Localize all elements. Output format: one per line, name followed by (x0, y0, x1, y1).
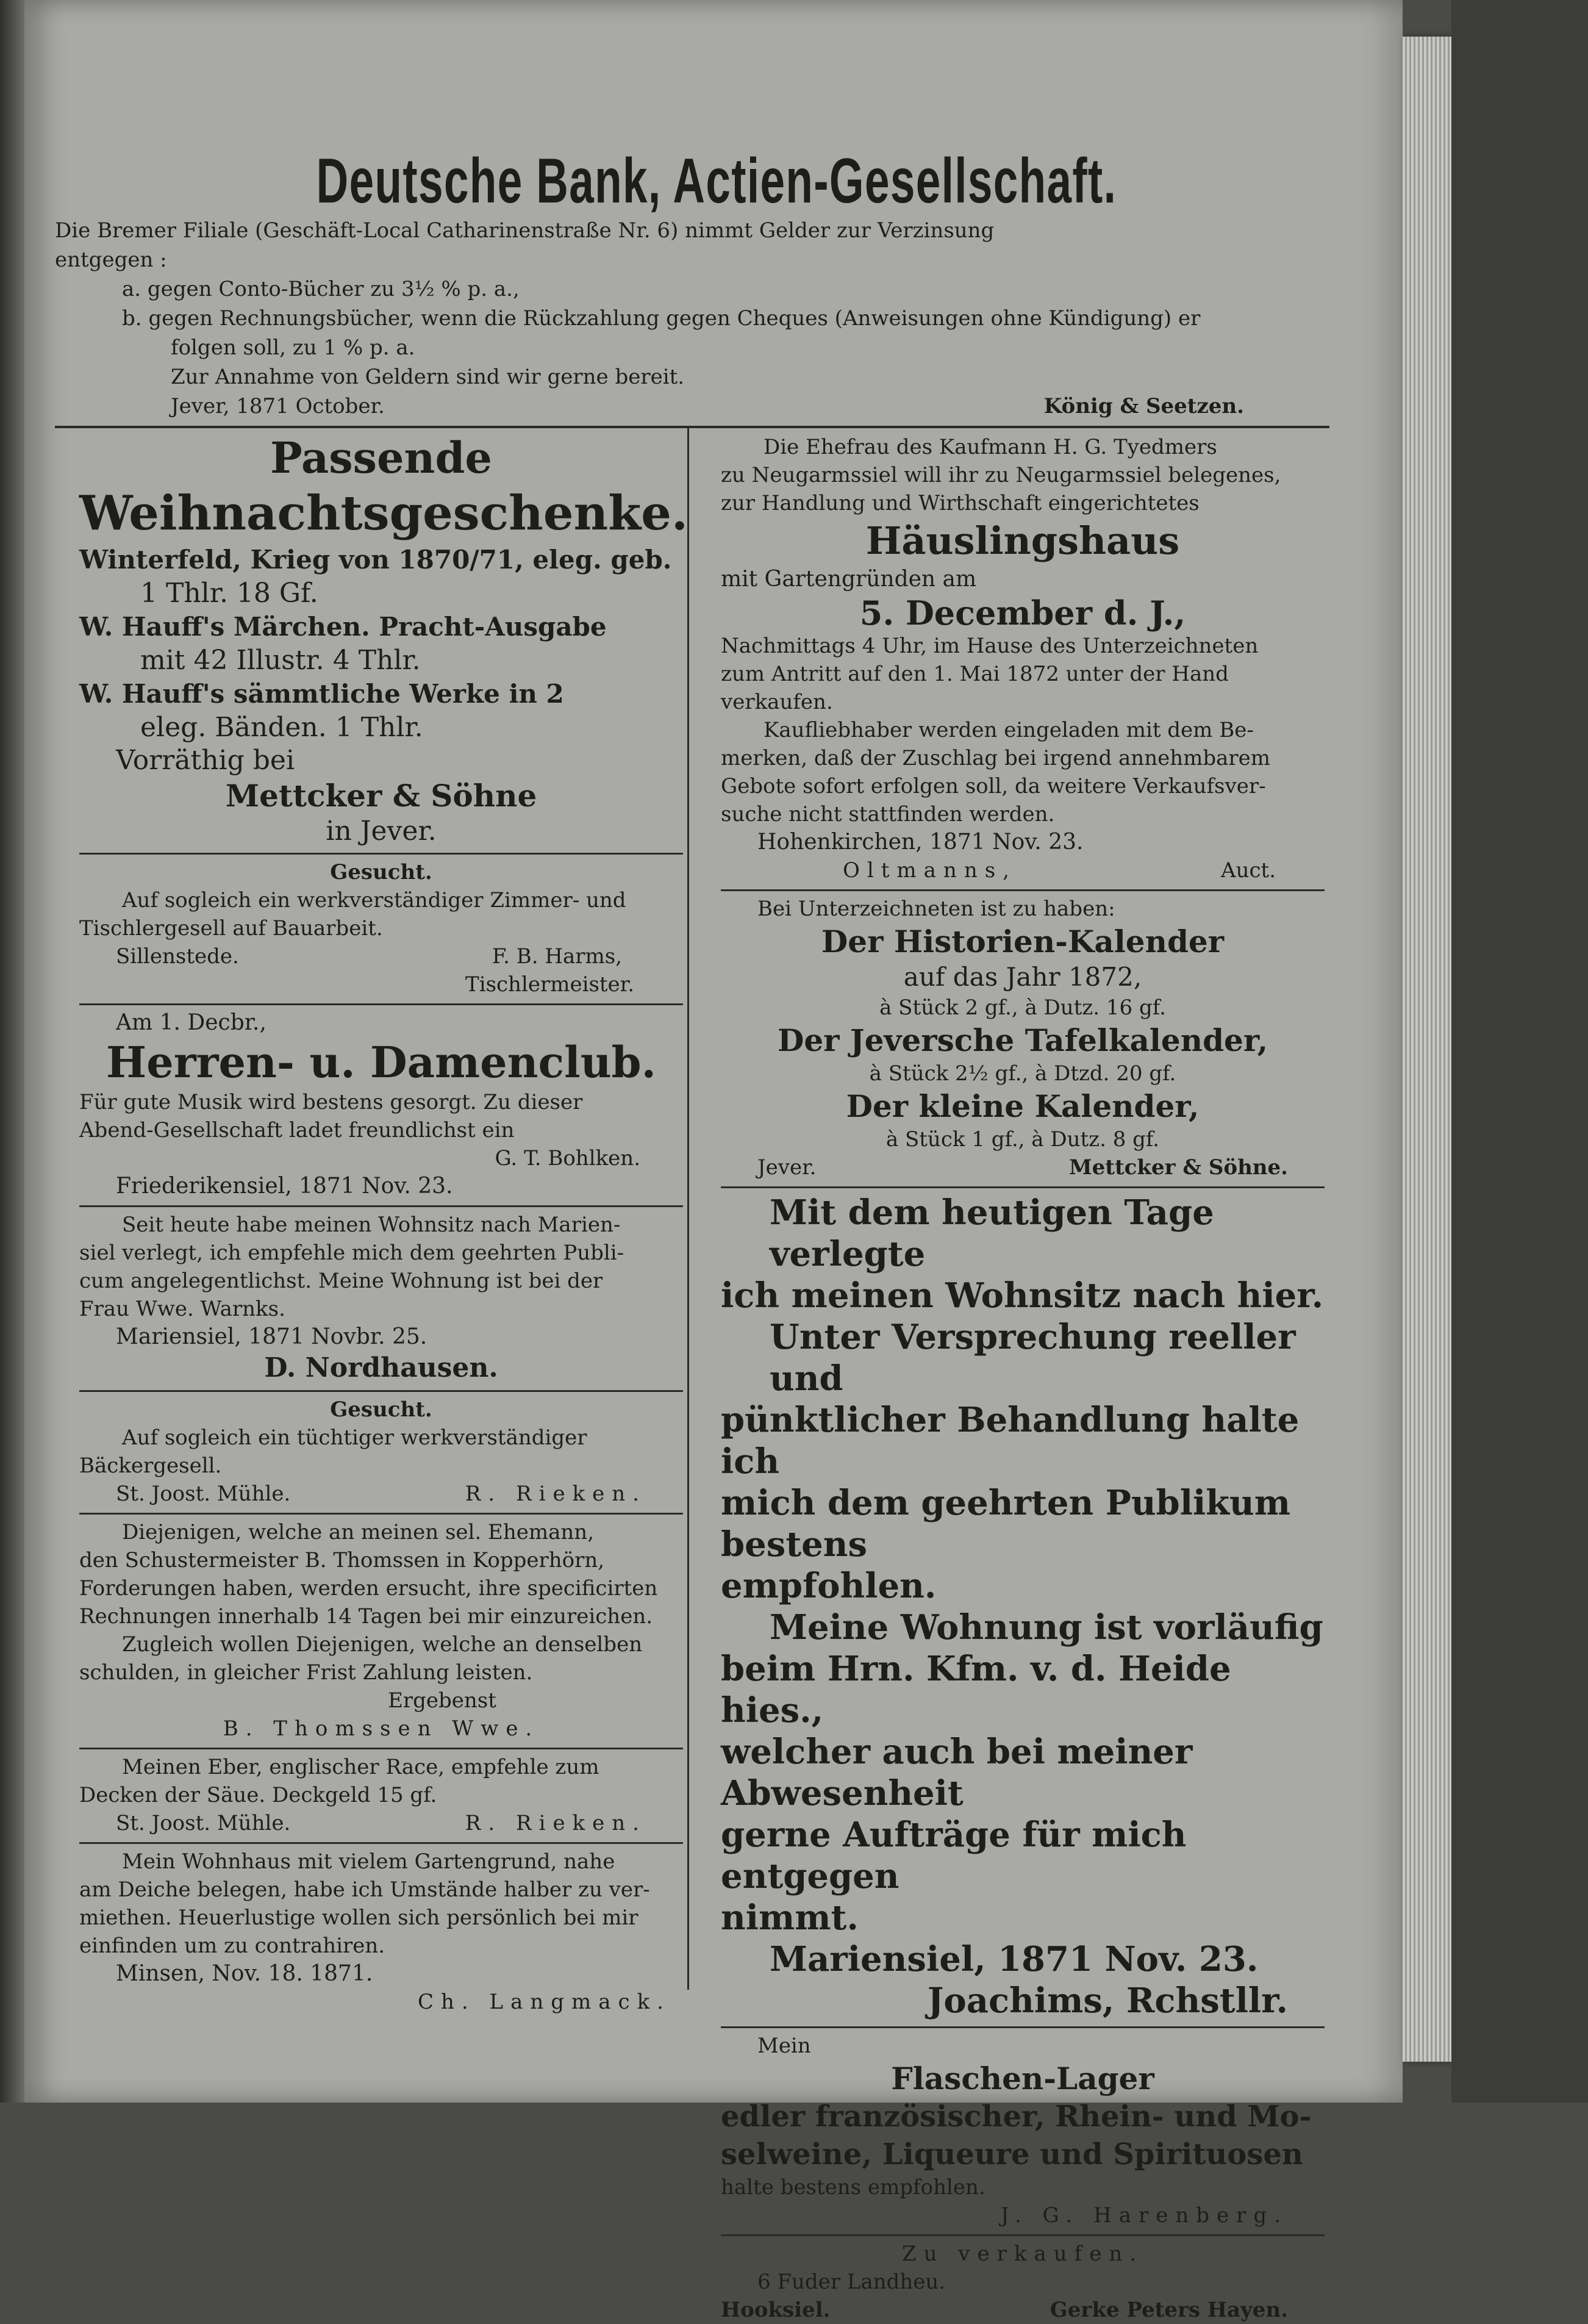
separator (79, 1003, 683, 1005)
joachims-name: Joachims, Rchstllr. (927, 1981, 1288, 2021)
thomssen-text-5: Zugleich wollen Diejenigen, welche an denselben (122, 1632, 643, 1657)
thomssen-text-4: Rechnungen innerhalb 14 Tagen bei mir einzureichen. (79, 1604, 653, 1629)
wohnhaus-text-1: Mein Wohnhaus mit vielem Gartengrund, nahe (122, 1849, 615, 1874)
haus-text-9: merken, daß der Zuschlag bei irgend annehmbarem (721, 746, 1270, 771)
haus-text-11: suche nicht stattfinden werden. (721, 802, 1055, 827)
club-heading: Herren- u. Damenclub. (106, 1037, 656, 1088)
haus-text-5: Nachmittags 4 Uhr, im Hause des Unterzeichneten (721, 634, 1259, 659)
separator (79, 1513, 683, 1515)
eber-text-2: Decken der Säue. Deckgeld 15 gf. (79, 1783, 437, 1808)
ad-zu-verkaufen (721, 2240, 1325, 2324)
eber-sign-row (79, 1809, 683, 1837)
gesucht1-place: Sillenstede. (116, 944, 239, 969)
kalender-sign-row (721, 1153, 1325, 1182)
wohnhaus-text-4: einfinden um zu contrahiren. (79, 1934, 385, 1959)
wohnhaus-name: Ch. Langmack. (417, 1990, 671, 2015)
gifts-line-6: eleg. Bänden. 1 Thlr. (140, 712, 423, 744)
ad-wohnhaus (79, 1848, 683, 2016)
club-text-1: Für gute Musik wird bestens gesorgt. Zu dieser (79, 1090, 583, 1115)
right-column (721, 428, 1325, 2324)
bank-line-3: Zur Annahme von Geldern sind wir gerne bereit. (171, 365, 685, 390)
gesucht2-name: R. Rieken. (465, 1482, 646, 1507)
gesucht1-role: Tischlermeister. (465, 972, 634, 997)
separator (79, 1205, 683, 1207)
verkaufen-name: Gerke Peters Hayen. (1050, 2298, 1288, 2323)
wohnsitz-text-3: cum angelegentlichst. Meine Wohnung ist bei der (79, 1269, 603, 1294)
gifts-line-5: W. Hauff's sämmtliche Werke in 2 (79, 679, 564, 709)
gesucht2-sign-row (79, 1480, 683, 1508)
ad-kalender (721, 895, 1325, 1182)
haus-name: Oltmanns, (843, 858, 1017, 883)
bank-signature-row (55, 392, 1329, 421)
verkaufen-sign-row (721, 2296, 1325, 2324)
separator (79, 1390, 683, 1392)
ad-flaschen-lager (721, 2032, 1325, 2229)
separator (721, 1186, 1325, 1188)
wohnhaus-text-3: miethen. Heuerlustige wollen sich persönlich bei mir (79, 1906, 638, 1931)
gifts-seller: Mettcker & Söhne (225, 778, 537, 814)
gesucht1-text-1: Auf sogleich ein werkverständiger Zimmer- und (122, 888, 626, 913)
kalender-place: Jever. (757, 1155, 817, 1180)
haus-text-1: Die Ehefrau des Kaufmann H. G. Tyedmers (764, 435, 1217, 460)
wohnhaus-text-2: am Deiche belegen, habe ich Umstände halber zu ver- (79, 1877, 650, 1903)
page-content (55, 146, 1329, 2324)
wohnhaus-place: Minsen, Nov. 18. 1871. (116, 1961, 373, 1987)
background (1451, 0, 1588, 2103)
gesucht1-sign-row (79, 942, 683, 970)
eber-text-1: Meinen Eber, englischer Race, empfehle zum (122, 1755, 599, 1780)
joachims-place: Mariensiel, 1871 Nov. 23. (770, 1939, 1259, 1980)
separator (79, 1748, 683, 1749)
kalender-heading-2: Der Jeversche Tafelkalender, (778, 1022, 1268, 1059)
thomssen-text-2: den Schustermeister B. Thomssen in Kopperhörn, (79, 1548, 605, 1573)
wohnsitz-text-1: Seit heute habe meinen Wohnsitz nach Marien- (122, 1213, 621, 1238)
kalender-text-5: à Stück 1 gf., à Dutz. 8 gf. (885, 1127, 1160, 1152)
thomssen-name: B. Thomssen Wwe. (223, 1716, 540, 1741)
wohnsitz-name: D. Nordhausen. (264, 1352, 498, 1384)
ad-thomssen (79, 1518, 683, 1743)
thomssen-text-1: Diejenigen, welche an meinen sel. Ehemann, (122, 1520, 594, 1545)
haus-place: Hohenkirchen, 1871 Nov. 23. (757, 830, 1084, 855)
haus-date: 5. December d. J., (859, 594, 1186, 633)
verkaufen-text-1: 6 Fuder Landheu. (757, 2270, 946, 2295)
gesucht2-heading: Gesucht. (330, 1397, 432, 1422)
left-column (79, 428, 688, 2324)
lager-text-2: edler französischer, Rhein- und Mo- (721, 2100, 1312, 2134)
bank-item-a: a. gegen Conto-Bücher zu 3½ % p. a., (122, 277, 520, 302)
ad-christmas-gifts (79, 432, 688, 848)
column-divider (687, 428, 689, 1990)
ad-gesucht-zimmergesell (79, 858, 683, 999)
lager-text-4: halte bestens empfohlen. (721, 2175, 985, 2200)
kalender-text-1: Bei Unterzeichneten ist zu haben: (757, 897, 1115, 922)
lager-name: J. G. Harenberg. (1000, 2203, 1288, 2228)
joachims-text-10: gerne Aufträge für mich entgegen (721, 1815, 1187, 1897)
joachims-text-8: beim Hrn. Kfm. v. d. Heide hies., (721, 1649, 1231, 1731)
haus-text-7: verkaufen. (721, 690, 833, 715)
haus-role: Auct. (1221, 858, 1276, 883)
bank-place: Jever, 1871 October. (171, 394, 385, 419)
bank-notice (55, 146, 1329, 421)
bank-signature: König & Seetzen. (1043, 394, 1244, 419)
joachims-text-2: ich meinen Wohnsitz nach hier. (721, 1275, 1324, 1316)
gifts-line-3: W. Hauff's Märchen. Pracht-Ausgabe (79, 612, 607, 642)
joachims-text-9: welcher auch bei meiner Abwesenheit (721, 1732, 1193, 1814)
kalender-name: Mettcker & Söhne. (1069, 1155, 1288, 1180)
haus-text-10: Gebote sofort erfolgen soll, da weitere Verkaufsver- (721, 774, 1266, 799)
haus-heading: Häuslingshaus (865, 518, 1180, 564)
gesucht1-heading: Gesucht. (330, 860, 432, 885)
verkaufen-place: Hooksiel. (721, 2298, 831, 2323)
gesucht1-name: F. B. Harms, (492, 944, 622, 969)
haus-text-2: zu Neugarmssiel will ihr zu Neugarmssiel belegenes, (721, 463, 1281, 488)
club-name: G. T. Bohlken. (495, 1146, 640, 1171)
club-date: Am 1. Decbr., (116, 1010, 266, 1036)
bank-item-b2: folgen soll, zu 1 % p. a. (171, 335, 415, 360)
joachims-text-1: Mit dem heutigen Tage verlegte (770, 1192, 1214, 1275)
ad-eber (79, 1753, 683, 1837)
ad-gesucht-baeckergesell (79, 1396, 683, 1508)
gesucht1-text-2: Tischlergesell auf Bauarbeit. (79, 916, 383, 941)
kalender-heading-3: Der kleine Kalender, (846, 1088, 1200, 1125)
joachims-text-4: pünktlicher Behandlung halte ich (721, 1400, 1300, 1482)
joachims-text-5: mich dem geehrten Publikum bestens (721, 1483, 1291, 1565)
haus-text-4: mit Gartengründen am (721, 567, 977, 592)
gesucht2-text-1: Auf sogleich ein tüchtiger werkverständiger (122, 1426, 587, 1451)
wohnsitz-place: Mariensiel, 1871 Novbr. 25. (116, 1324, 427, 1350)
haus-sign-row (721, 856, 1325, 884)
separator (721, 2026, 1325, 2028)
bank-title: Deutsche Bank, Actien-Gesellschaft. (316, 146, 1117, 217)
wohnsitz-text-2: siel verlegt, ich empfehle mich dem geehrten Publi- (79, 1241, 624, 1266)
kalender-text-2: auf das Jahr 1872, (903, 962, 1142, 992)
gifts-line-7: Vorräthig bei (116, 745, 295, 776)
thomssen-text-3: Forderungen haben, werden ersucht, ihre specificirten (79, 1576, 658, 1601)
haus-text-6: zum Antritt auf den 1. Mai 1872 unter der Hand (721, 662, 1229, 687)
separator (79, 1842, 683, 1844)
gifts-line-2: 1 Thlr. 18 Gf. (140, 578, 318, 609)
ad-haeuslingshaus (721, 433, 1325, 884)
gifts-line-4: mit 42 Illustr. 4 Thlr. (140, 645, 421, 676)
joachims-text-3: Unter Versprechung reeller und (770, 1317, 1296, 1399)
lager-text-1: Mein (757, 2034, 811, 2059)
wohnsitz-text-4: Frau Wwe. Warnks. (79, 1297, 285, 1322)
haus-text-3: zur Handlung und Wirthschaft eingerichtetes (721, 491, 1200, 516)
gifts-heading-2: Weihnachtsgeschenke. (79, 486, 688, 542)
eber-place: St. Joost. Mühle. (116, 1811, 291, 1836)
bank-line-1: Die Bremer Filiale (Geschäft-Local Catharinenstraße Nr. 6) nimmt Gelder zur Verzinsung (55, 218, 995, 243)
gesucht2-text-2: Bäckergesell. (79, 1454, 222, 1479)
lager-heading: Flaschen-Lager (891, 2060, 1154, 2097)
separator (721, 2234, 1325, 2236)
kalender-text-3: à Stück 2 gf., à Dutz. 16 gf. (879, 995, 1166, 1020)
thomssen-text-7: Ergebenst (388, 1688, 496, 1713)
club-text-2: Abend-Gesellschaft ladet freundlichst ein (79, 1118, 515, 1143)
gifts-line-1: Winterfeld, Krieg von 1870/71, eleg. geb. (79, 545, 672, 575)
verkaufen-heading: Zu verkaufen. (901, 2242, 1144, 2267)
ad-wohnsitz-nordhausen (79, 1211, 683, 1385)
separator (721, 889, 1325, 891)
thomssen-text-6: schulden, in gleicher Frist Zahlung leisten. (79, 1660, 533, 1685)
page-edges (1403, 37, 1451, 2062)
lager-text-3: selweine, Liqueure und Spirituosen (721, 2137, 1303, 2172)
gesucht2-place: St. Joost. Mühle. (116, 1482, 291, 1507)
joachims-text-11: nimmt. (721, 1898, 859, 1938)
gifts-seller-place: in Jever. (326, 816, 437, 847)
separator (79, 853, 683, 855)
kalender-heading-1: Der Historien-Kalender (821, 924, 1225, 960)
joachims-text-7: Meine Wohnung ist vorläufig (770, 1607, 1323, 1648)
two-columns (55, 428, 1329, 2324)
kalender-text-4: à Stück 2½ gf., à Dtzd. 20 gf. (869, 1061, 1176, 1086)
gifts-heading-1: Passende (270, 432, 492, 484)
bank-line-2: entgegen : (55, 248, 167, 273)
haus-text-8: Kaufliebhaber werden eingeladen mit dem Be- (764, 718, 1254, 743)
joachims-text-6: empfohlen. (721, 1566, 937, 1607)
bank-item-b1: b. gegen Rechnungsbücher, wenn die Rückzahlung gegen Cheques (Anweisungen ohne Kündigung) er (122, 306, 1201, 331)
club-place: Friederikensiel, 1871 Nov. 23. (116, 1174, 453, 1199)
ad-joachims (721, 1192, 1325, 2021)
ad-herren-damenclub (79, 1009, 683, 1200)
eber-name: R. Rieken. (465, 1811, 646, 1836)
